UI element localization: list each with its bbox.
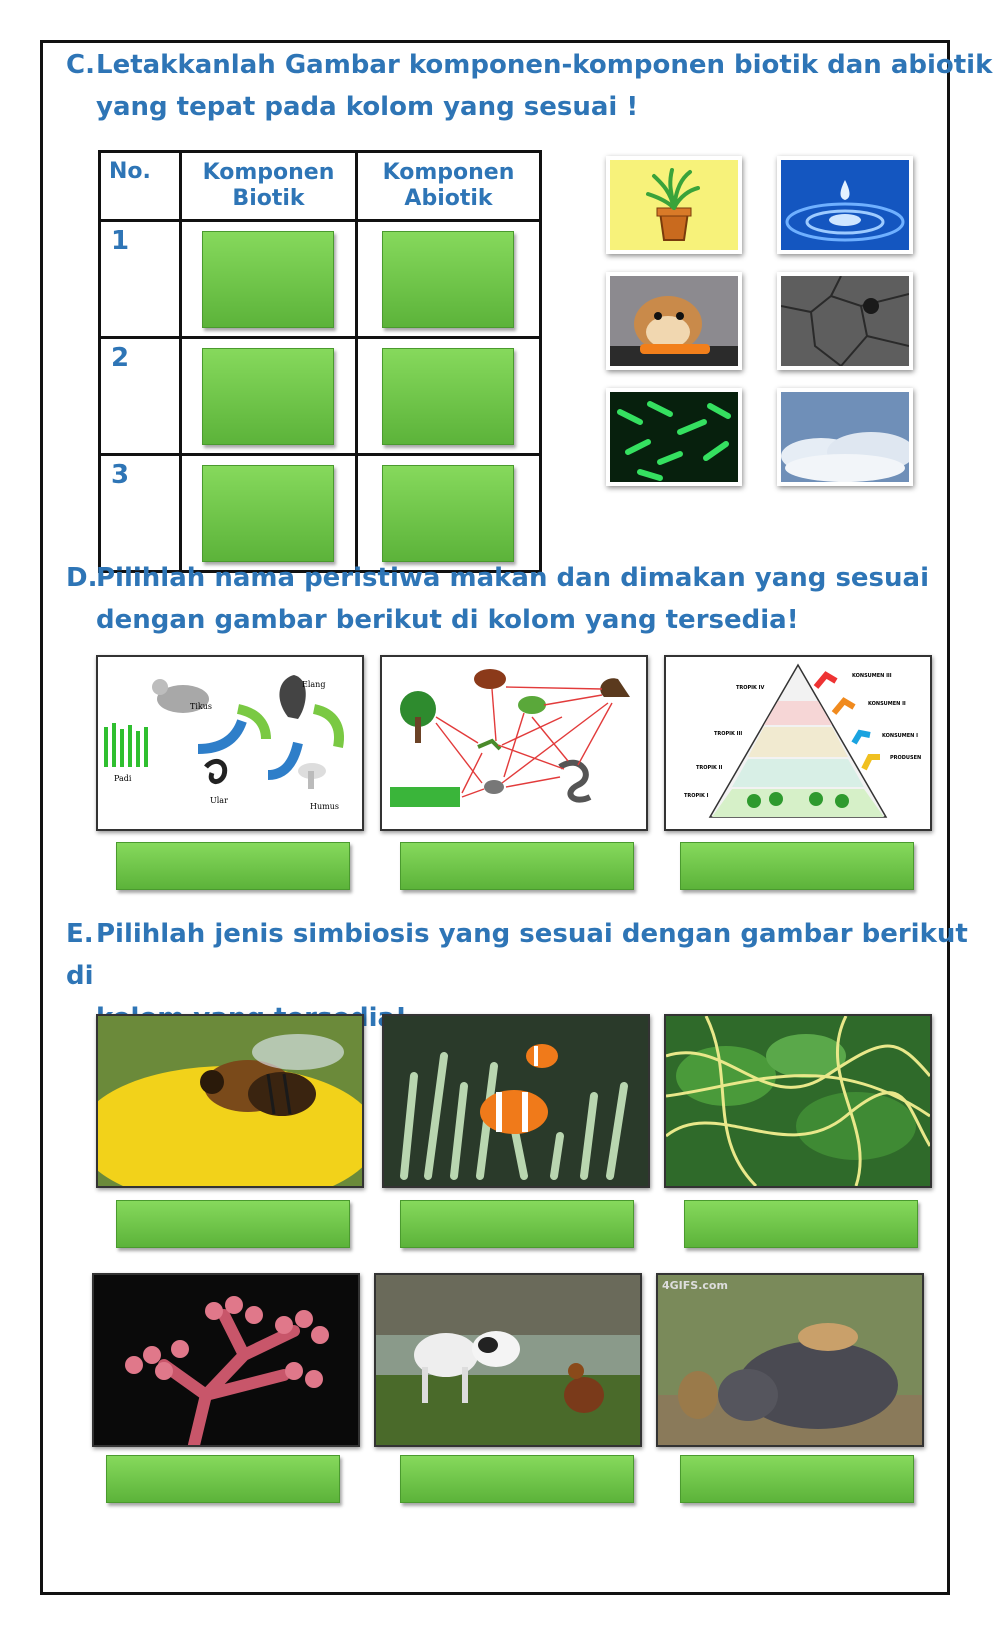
label-rat: Tikus [190,702,212,711]
clownfish-anemone-image [382,1014,650,1188]
header-no: No. [100,152,181,221]
trophic-pyramid-image [664,655,932,831]
bee-flower-image [96,1014,364,1188]
food-chain-image [96,655,364,831]
food-web-image [380,655,648,831]
hamster-image[interactable] [606,272,742,370]
table-row [100,455,541,572]
parasitic-vine-image [664,1014,932,1188]
drop-slot-biotik-2[interactable] [202,348,334,445]
potted-plant-image[interactable] [606,156,742,254]
answer-slot-d3[interactable] [680,842,914,890]
section-d-title: D.Pilihlah nama peristiwa makan dan dimakan yang sesuai dengan gambar berikut di kolom yang tersedia! [66,563,930,635]
section-c-title: C.Letakkanlah Gambar komponen-komponen biotik dan abiotik yang tepat pada kolom yang sesuai ! [66,50,993,122]
mold-fungus-image [92,1273,360,1447]
water-drop-image[interactable] [777,156,913,254]
table-row [100,221,541,338]
header-biotik: Komponen Biotik [181,152,357,221]
label-rice: Padi [114,774,132,783]
table-row [100,338,541,455]
section-e-title: E.Pilihlah jenis simbiosis yang sesuai dengan gambar berikut di [66,919,968,991]
row-number: 1 [100,221,181,338]
label-tropik4: TROPIK IV [736,685,765,691]
row-number: 2 [100,338,181,455]
answer-slot-e2[interactable] [400,1200,634,1248]
drop-slot-abiotik-3[interactable] [382,465,514,562]
label-produsen: PRODUSEN [890,755,922,761]
label-tropik2: TROPIK II [696,765,723,771]
answer-slot-d1[interactable] [116,842,350,890]
answer-slot-e1[interactable] [116,1200,350,1248]
label-tropik1: TROPIK I [684,793,709,799]
goats-chicken-image [374,1273,642,1447]
bacteria-image[interactable] [606,388,742,486]
label-eagle: Elang [302,680,326,689]
biotik-abiotik-table [98,150,542,573]
answer-slot-e5[interactable] [400,1455,634,1503]
gif-watermark: 4GIFS.com [662,1279,728,1292]
drop-slot-biotik-3[interactable] [202,465,334,562]
answer-slot-e3[interactable] [684,1200,918,1248]
label-snake: Ular [210,796,228,805]
label-tropik3: TROPIK III [714,731,743,737]
hippo-animals-image [656,1273,924,1447]
drop-slot-abiotik-1[interactable] [382,231,514,328]
drop-slot-biotik-1[interactable] [202,231,334,328]
label-konsumen2: KONSUMEN II [868,701,906,707]
row-number: 3 [100,455,181,572]
label-konsumen3: KONSUMEN III [852,673,892,679]
label-humus: Humus [310,802,339,811]
header-abiotik: Komponen Abiotik [356,152,540,221]
answer-slot-d2[interactable] [400,842,634,890]
cracked-soil-image[interactable] [777,272,913,370]
drop-slot-abiotik-2[interactable] [382,348,514,445]
clouds-sky-image[interactable] [777,388,913,486]
label-konsumen1: KONSUMEN I [882,733,918,739]
answer-slot-e6[interactable] [680,1455,914,1503]
answer-slot-e4[interactable] [106,1455,340,1503]
